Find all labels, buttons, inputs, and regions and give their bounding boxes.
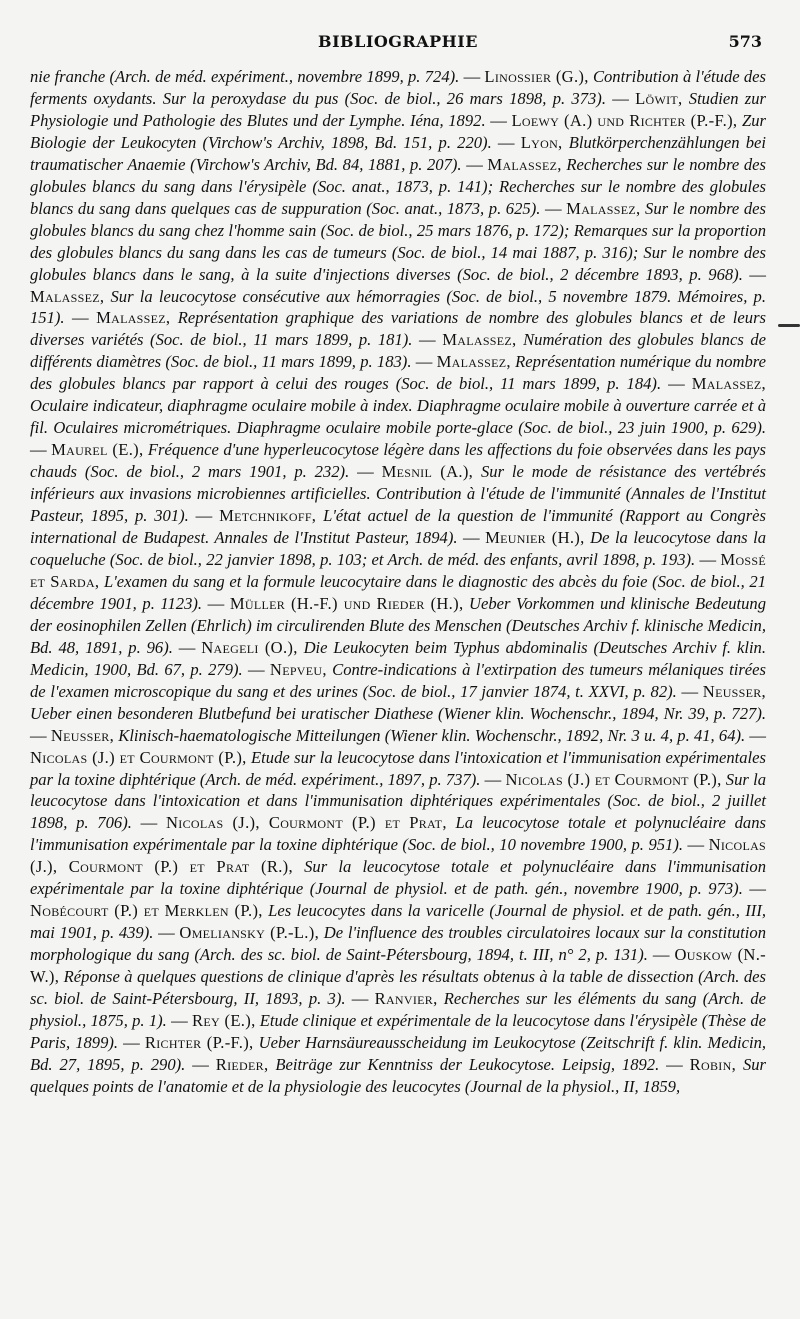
- bibliography-author: Ranvier,: [374, 989, 438, 1009]
- bibliography-entry-text: L'examen du sang et la formule leucocytaire dans le diagnostic des abcès du foie (Soc. de biol., 21 décembre 1901, p. 1123).: [30, 571, 766, 613]
- running-title: BIBLIOGRAPHIE: [318, 32, 478, 51]
- bibliography-author: Mossé et Sarda,: [30, 549, 766, 591]
- bibliography-author: Omeliansky (P.-L.),: [179, 923, 320, 943]
- bibliography-text: nie franche (Arch. de méd. expériment., novembre 1899, p. 724). — Linossier (G.), Contribution à l'étude des ferments oxydants. Sur la peroxydase du pus (Soc. de biol., 26 mars 1898, p. 373). — Löwit, Studien zur Physiologie und Pathologie des Blutes und der Lymphe. Iéna, 1892. — Loewy (A.) und Richter (P.-F.), Zur Biologie der Leukocyten (Virchow's Archiv, 1898, Bd. 151, p. 220). — Lyon, Blutkörperchenzählungen bei traumatischer Anaemie (Virchow's Archiv, Bd. 84, 1881, p. 207). — Malassez, Recherches sur le nombre des globules blancs du sang dans l'érysipèle (Soc. anat., 1873, p. 141); Recherches sur le nombre des globules blancs du sang dans quelques cas de suppuration (Soc. anat., 1873, p. 625). — Malassez, Sur le nombre des globules blancs du sang chez l'homme sain (Soc. de biol., 25 mars 1876, p. 172); Remarques sur la proportion des globules blancs du sang dans les cas de tumeurs (Soc. de biol., 14 mai 1887, p. 316); Sur le nombre des globules blancs dans le sang, à la suite d'injections diverses (Soc. de biol., 2 décembre 1893, p. 968). — Malassez, Sur la leucocytose consécutive aux hémorragies (Soc. de biol., 5 novembre 1879. Mémoires, p. 151). — Malassez, Représentation graphique des variations de nombre des globules blancs et de leurs diverses variétés (Soc. de biol., 11 mars 1899, p. 181). — Malassez, Numération des globules blancs de différents diamètres (Soc. de biol., 11 mars 1899, p. 183). — Malassez, Représentation numérique du nombre des globules blancs par rapport à celui des rouges (Soc. de biol., 11 mars 1899, p. 184). — Malassez, Oculaire indicateur, diaphragme oculaire mobile à index. Diaphragme oculaire mobile à ouverture carrée et à fil. Oculaires micrométriques. Diaphragme oculaire mobile porte-glace (Soc. de biol., 23 juin 1900, p. 629). — Maurel (E.), Fréquence d'une hyperleucocytose légère dans les affections du foie observées dans les pays chauds (Soc. de biol., 2 mars 1901, p. 232). — Mesnil (A.), Sur le mode de résistance des vertébrés inférieurs aux invasions microbiennes artificielles. Contribution à l'étude de l'immunité (Annales de l'Institut Pasteur, 1895, p. 301). — Metchnikoff, L'état actuel de la question de l'immunité (Rapport au Congrès international de Budapest. Annales de l'Institut Pasteur, 1894). — Meunier (H.), De la leucocytose dans la coqueluche (Soc. de biol., 22 janvier 1898, p. 103; et Arch. de méd. des enfants, avril 1898, p. 193). — Mossé et Sarda, L'examen du sang et la formule leucocytaire dans le diagnostic des abcès du foie (Soc. de biol., 21 décembre 1901, p. 1123). — Müller (H.-F.) und Rieder (H.), Ueber Vorkommen und klinische Bedeutung der eosinophilen Zellen (Ehrlich) im circulirenden Blute des Menschen (Deutsches Archiv f. klinische Medicin, Bd. 48, 1891, p. 96). — Naegeli (O.), Die Leukocyten beim Typhus abdominalis (Deutsches Archiv f. klin. Medicin, 1900, Bd. 67, p. 279). — Nepveu, Contre-indications à l'extirpation des tumeurs mélaniques tirées de l'examen microscopique du sang et des urines (Soc. de biol., 17 janvier 1874, t. XXVI, p. 82). — Neusser, Ueber einen besonderen Blutbefund bei uratischer Diathese (Wiener klin. Wochenschr., 1894, Nr. 39, p. 727). — Neusser, Klinisch-haematologische Mitteilungen (Wiener klin. Wochenschr., 1892, Nr. 3 u. 4, p. 41, 64). — Nicolas (J.) et Courmont (P.), Etude sur la leucocytose dans l'intoxication et l'immunisation expérimentales par la toxine diphtérique (Arch. de méd. expériment., 1897, p. 737). — Nicolas (J.) et Courmont (P.), Sur la leucocytose dans l'intoxication et dans l'immunisation diphtériques expérimentales (Soc. de biol., 2 juillet 1898, p. 706). — Nicolas (J.), Courmont (P.) et Prat, La leucocytose totale et polynucléaire dans l'immunisation expérimentale par la toxine diphtérique (Soc. de biol., 10 novembre 1900, p. 951). — Nicolas (J.), Courmont (P.) et Prat (R.), Sur la leucocytose totale et polynucléaire dans l'immunisation expérimentale par la toxine diphtérique (Journal de physiol. et de path. gén., novembre 1900, p. 973). — Nobécourt (P.) et Merklen (P.), Les leucocytes dans la varicelle (Journal de physiol. et de path. gén., III, mai 1901, p. 439). — Omeliansky (P.-L.), De l'influence des troubles circulatoires locaux sur la constitution morphologique du sang (Arch. des sc. biol. de Saint-Pétersbourg, 1894, t. III, n° 2, p. 131). — Ouskow (N.-W.), Réponse à quelques questions de clinique d'après les résultats obtenus à la table de dissection (Arch. des sc. biol. de Saint-Pétersbourg, II, 1893, p. 3). — Ranvier, Recherches sur les éléments du sang (Arch. de physiol., 1875, p. 1). — Rey (E.), Etude clinique et expérimentale de la leucocytose dans l'érysipèle (Thèse de Paris, 1899). — Richter (P.-F.), Ueber Harnsäureausscheidung im Leukocytose (Zeitschrift f. klin. Medicin, Bd. 27, 1895, p. 290). — Rieder, Beiträge zur Kenntniss der Leukocytose. Leipsig, 1892. — Robin, Sur quelques points de l'anatomie et de la physiologie des leucocytes (Journal de la physiol., II, 1859,: [30, 67, 767, 1096]
- bibliography-author: Malassez,: [96, 308, 171, 328]
- bibliography-entry-text: Représentation graphique des variations de nombre des globules blancs et de leurs diverses variétés (Soc. de biol., 11 mars 1899, p. 181).: [30, 308, 766, 350]
- bibliography-author: Nicolas (J.), Courmont (P.) et Prat,: [166, 813, 447, 833]
- bibliography-entry-text: Sur le nombre des globules blancs du sang chez l'homme sain (Soc. de biol., 25 mars 1876, p. 172); Remarques sur la proportion des globules blancs du sang dans les cas de tumeurs (Soc. de biol., 14 mai 1887, p. 316); Sur le nombre des globules blancs dans le sang, à la suite d'injections diverses (Soc. de biol., 2 décembre 1893, p. 968).: [30, 198, 766, 284]
- bibliography-author: Malassez,: [442, 330, 517, 350]
- bibliography-author: Neusser,: [702, 681, 767, 701]
- bibliography-entry-text: Etude sur la leucocytose dans l'intoxication et l'immunisation expérimentales par la toxine diphtérique (Arch. de méd. expériment., 1897, p. 737).: [30, 747, 766, 789]
- bibliography-entry-text: Sur la leucocytose dans l'intoxication et dans l'immunisation diphtériques expérimentales (Soc. de biol., 2 juillet 1898, p. 706).: [30, 769, 766, 833]
- bibliography-author: Mesnil (A.),: [381, 462, 474, 482]
- bibliography-entry-text: Ueber einen besonderen Blutbefund bei uratischer Diathese (Wiener klin. Wochenschr., 1894, Nr. 39, p. 727).: [30, 703, 766, 723]
- bibliography-author: Nicolas (J.), Courmont (P.) et Prat (R.),: [30, 835, 767, 877]
- bibliography-author: Malassez,: [436, 352, 511, 372]
- bibliography-entry-text: Klinisch-haematologische Mitteilungen (Wiener klin. Wochenschr., 1892, Nr. 3 u. 4, p. 41, 64).: [118, 725, 746, 745]
- bibliography-author: Malassez,: [566, 198, 641, 218]
- bibliography-author: Linossier (G.),: [484, 67, 589, 86]
- bibliography-author: Rey (E.),: [191, 1010, 256, 1030]
- bibliography-author: Malassez,: [30, 286, 105, 306]
- bibliography-author: Metchnikoff,: [219, 506, 317, 526]
- bibliography-entry-text: Die Leukocyten beim Typhus abdominalis (Deutsches Archiv f. klin. Medicin, 1900, Bd. 67, p. 279).: [30, 637, 766, 679]
- bibliography-author: Lyon,: [520, 132, 563, 152]
- bibliography-entry-text: Réponse à quelques questions de clinique d'après les résultats obtenus à la table de dissection (Arch. des sc. biol. de Saint-Pétersbourg, II, 1893, p. 3).: [30, 967, 766, 1009]
- bibliography-author: Naegeli (O.),: [201, 637, 298, 657]
- bibliography-entry-text: Contribution à l'étude des ferments oxydants. Sur la peroxydase du pus (Soc. de biol., 26 mars 1898, p. 373).: [30, 67, 766, 108]
- bibliography-author: Rieder,: [215, 1054, 269, 1074]
- bibliography-entry-text: Recherches sur le nombre des globules blancs du sang dans l'érysipèle (Soc. anat., 1873, p. 141); Recherches sur le nombre des globules blancs du sang dans quelques cas de suppuration (Soc. anat., 1873, p. 625).: [30, 154, 767, 218]
- bibliography-entry-text: Studien zur Physiologie und Pathologie des Blutes und der Lymphe. Iéna, 1892.: [30, 88, 767, 130]
- bibliography-entry-text: Sur quelques points de l'anatomie et de la physiologie des leucocytes (Journal de la physiol., II, 1859,: [30, 1054, 767, 1096]
- bibliography-entry-text: De l'influence des troubles circulatoires locaux sur la constitution morphologique du sang (Arch. des sc. biol. de Saint-Pétersbourg, 1894, t. III, n° 2, p. 131).: [30, 923, 766, 965]
- bibliography-entry-text: La leucocytose totale et polynucléaire dans l'immunisation expérimentale par la toxine diphtérique (Soc. de biol., 10 novembre 1900, p. 951).: [30, 813, 766, 855]
- bibliography-entry-text: Sur la leucocytose totale et polynucléaire dans l'immunisation expérimentale par la toxine diphtérique (Journal de physiol. et de path. gén., novembre 1900, p. 973).: [30, 857, 767, 899]
- bibliography-entry-text: Etude clinique et expérimentale de la leucocytose dans l'érysipèle (Thèse de Paris, 1899).: [30, 1010, 766, 1052]
- bibliography-entry-text: Sur la leucocytose consécutive aux hémorragies (Soc. de biol., 5 novembre 1879. Mémoires, p. 151).: [30, 286, 766, 328]
- bibliography-author: Ouskow (N.-W.),: [30, 945, 766, 987]
- bibliography-entry-text: Ueber Harnsäureausscheidung im Leukocytose (Zeitschrift f. klin. Medicin, Bd. 27, 1895, p. 290).: [30, 1032, 767, 1074]
- bibliography-entry-text: Représentation numérique du nombre des globules blancs par rapport à celui des rouges (Soc. de biol., 11 mars 1899, p. 184).: [30, 352, 767, 394]
- bibliography-author: Richter (P.-F.),: [144, 1032, 254, 1052]
- bibliography-entry-text: De la leucocytose dans la coqueluche (Soc. de biol., 22 janvier 1898, p. 103; et Arch. de méd. des enfants, avril 1898, p. 193).: [30, 528, 766, 569]
- page-number: 573: [728, 32, 762, 51]
- running-head: [30, 26, 766, 66]
- bibliography-author: Müller (H.-F.) und Rieder (H.),: [229, 593, 464, 613]
- bibliography-author: Loewy (A.) und Richter (P.-F.),: [511, 110, 738, 130]
- bibliography-author: Maurel (E.),: [51, 440, 144, 460]
- bibliography-entry-text: Sur le mode de résistance des vertébrés inférieurs aux invasions microbiennes artificielles. Contribution à l'étude de l'immunité (Annales de l'Institut Pasteur, 1895, p. 301).: [30, 462, 766, 526]
- bibliography-author: Meunier (H.),: [485, 528, 585, 548]
- bibliography-entry-text: Ueber Vorkommen und klinische Bedeutung der eosinophilen Zellen (Ehrlich) im circulirenden Blute des Menschen (Deutsches Archiv f. klinische Medicin, Bd. 48, 1891, p. 96).: [30, 593, 766, 657]
- bibliography-author: Robin,: [689, 1054, 737, 1074]
- bibliography-author: Nobécourt (P.) et Merklen (P.),: [30, 901, 263, 921]
- bibliography-entry-text: Numération des globules blancs de différents diamètres (Soc. de biol., 11 mars 1899, p. 183).: [30, 330, 767, 372]
- bibliography-entry-text: Contre-indications à l'extirpation des tumeurs mélaniques tirées de l'examen microscopique du sang et des urines (Soc. de biol., 17 janvier 1874, t. XXVI, p. 82).: [30, 659, 766, 701]
- bibliography-entry-text: Beiträge zur Kenntniss der Leukocytose. Leipsig, 1892.: [275, 1054, 660, 1074]
- bibliography-entry-text: Recherches sur les éléments du sang (Arch. de physiol., 1875, p. 1).: [30, 989, 767, 1030]
- bibliography-author: Nicolas (J.) et Courmont (P.),: [30, 747, 247, 767]
- margin-mark: [778, 324, 800, 327]
- bibliography-entry-text: Les leucocytes dans la varicelle (Journal de physiol. et de path. gén., III, mai 1901, p. 439).: [30, 901, 766, 943]
- bibliography-author: Neusser,: [50, 725, 115, 745]
- bibliography-entry-text: Zur Biologie der Leukocyten (Virchow's Archiv, 1898, Bd. 151, p. 220).: [30, 110, 767, 152]
- bibliography-author: Malassez,: [691, 374, 767, 394]
- bibliography-author: Nepveu,: [269, 659, 327, 679]
- bibliography-entry-text: Oculaire indicateur, diaphragme oculaire mobile à index. Diaphragme oculaire mobile à ouverture carrée et à fil. Oculaires micrométriques. Diaphragme oculaire mobile porte-glace (Soc. de biol., 23 juin 1900, p. 629).: [30, 396, 766, 438]
- bibliography-author: Malassez,: [487, 154, 562, 174]
- bibliography-author: Nicolas (J.) et Courmont (P.),: [505, 769, 722, 789]
- bibliography-entry-text: Blutkörperchenzählungen bei traumatischer Anaemie (Virchow's Archiv, Bd. 84, 1881, p. 207).: [30, 132, 766, 174]
- bibliography-author: Löwit,: [635, 88, 683, 108]
- bibliography-entry-text: L'état actuel de la question de l'immunité (Rapport au Congrès international de Budapest. Annales de l'Institut Pasteur, 1894).: [30, 506, 766, 548]
- bibliography-entry-text: Fréquence d'une hyperleucocytose légère dans les affections du foie observées dans les pays chauds (Soc. de biol., 2 mars 1901, p. 232).: [30, 440, 766, 482]
- bibliography-entry-text: nie franche (Arch. de méd. expériment., novembre 1899, p. 724).: [30, 67, 460, 86]
